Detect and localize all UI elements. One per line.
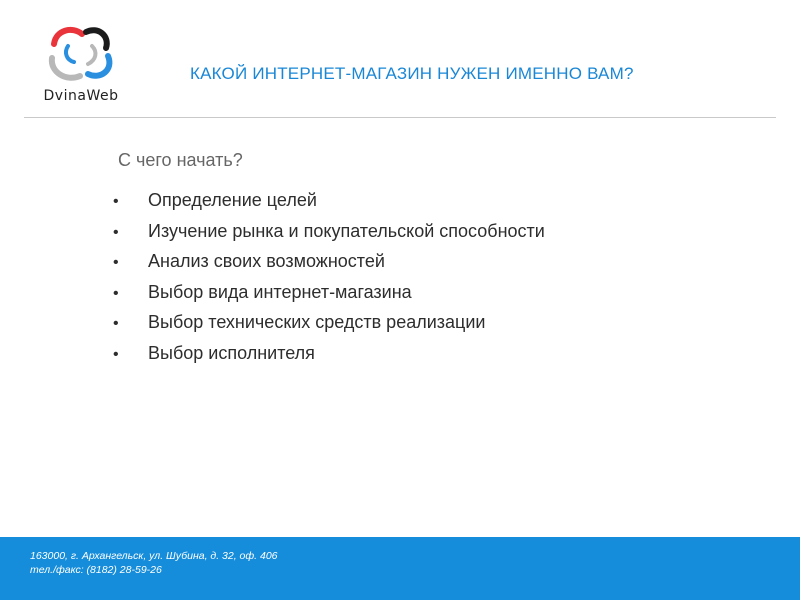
bullet-icon: • bbox=[113, 345, 119, 363]
list-item bbox=[113, 343, 545, 374]
bullet-icon: • bbox=[113, 284, 119, 302]
list-item bbox=[113, 312, 545, 343]
list-item bbox=[113, 190, 545, 221]
footer-phone: тел./факс: (8182) 28-59-26 bbox=[30, 564, 162, 576]
bullet-icon: • bbox=[113, 315, 119, 332]
dvinaweb-logo-icon bbox=[36, 22, 126, 88]
bullet-list bbox=[113, 190, 545, 373]
list-item-text: Выбор вида интернет-магазина bbox=[148, 281, 412, 302]
bullet-icon: • bbox=[113, 223, 119, 241]
list-item-text: Изучение рынка и покупательской способности bbox=[148, 220, 545, 241]
header-divider bbox=[24, 117, 776, 118]
footer-bar bbox=[0, 537, 800, 600]
bullet-icon: • bbox=[113, 193, 119, 210]
list-item-text: Определение целей bbox=[148, 190, 317, 210]
list-item bbox=[113, 221, 545, 252]
section-subtitle: С чего начать? bbox=[118, 150, 243, 170]
page-title: КАКОЙ ИНТЕРНЕТ-МАГАЗИН НУЖЕН ИМЕННО ВАМ? bbox=[190, 64, 634, 83]
bullet-icon: • bbox=[113, 254, 119, 271]
list-item-text: Выбор технических средств реализации bbox=[148, 312, 486, 332]
list-item-text: Выбор исполнителя bbox=[148, 342, 315, 363]
list-item-text: Анализ своих возможностей bbox=[148, 251, 385, 271]
logo bbox=[36, 22, 126, 112]
list-item bbox=[113, 251, 545, 282]
logo-brand-text: DvinaWeb bbox=[43, 88, 119, 104]
footer-address: 163000, г. Архангельск, ул. Шубина, д. 32, оф. 406 bbox=[30, 550, 278, 562]
list-item bbox=[113, 282, 545, 313]
